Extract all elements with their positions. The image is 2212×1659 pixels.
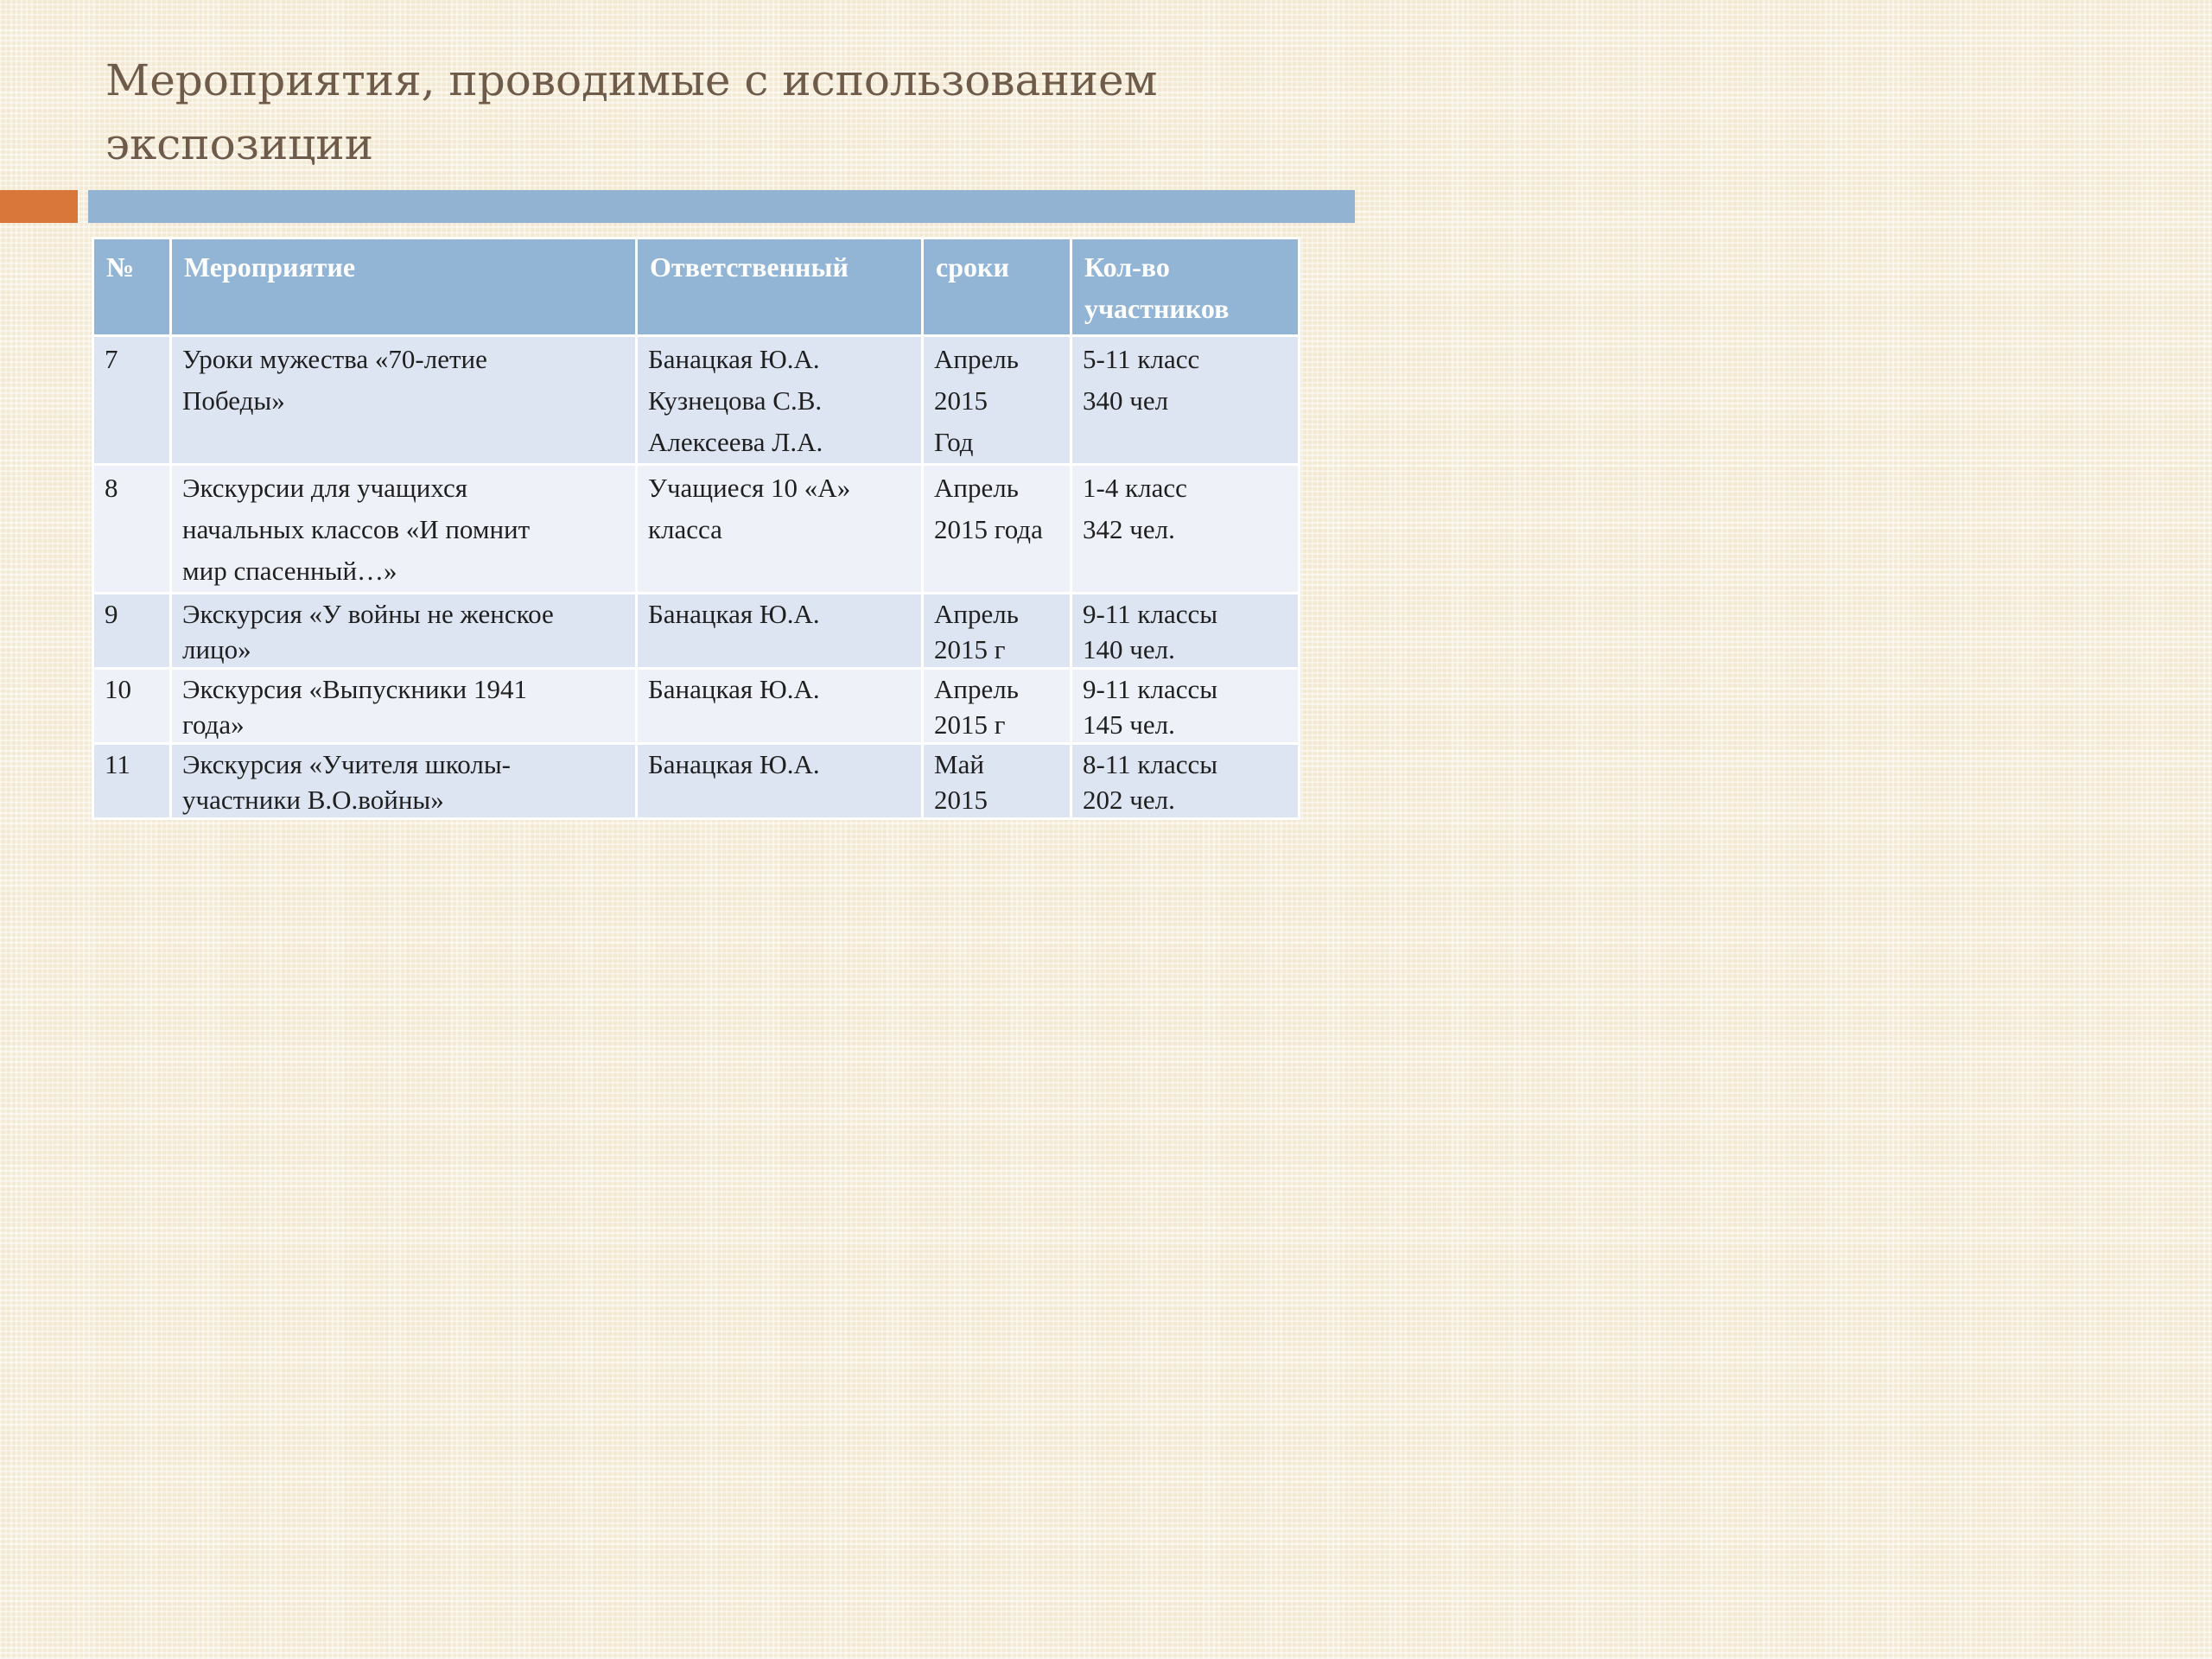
cell-dates [923,336,1071,465]
cell-responsible-line: Кузнецова С.В. [648,385,823,416]
cell-event-line: Победы» [182,385,285,416]
cell-event-line: Экскурсия «У войны не женское [182,599,554,629]
cell-participants [1071,744,1300,819]
cell-participants-line: 145 чел. [1083,709,1175,740]
cell-event [171,669,637,744]
cell-event-line: Уроки мужества «70-летие [182,344,487,374]
cell-dates-line: 2015 г [934,634,1006,664]
cell-responsible-line: Банацкая Ю.А. [648,599,820,629]
cell-num: 10 [93,669,171,744]
header-dates: сроки [923,238,1071,336]
cell-dates-line: Апрель [934,344,1019,374]
header-num: № [93,238,171,336]
cell-event-line: Экскурсия «Учителя школы- [182,749,511,779]
header-participants-line-1: Кол-во [1084,251,1170,283]
cell-dates-line: 2015 года [934,514,1043,544]
cell-dates-line: 2015 [934,385,988,416]
cell-event [171,744,637,819]
cell-participants-line: 342 чел. [1083,514,1175,544]
cell-dates-line: Год [934,427,974,457]
cell-num: 7 [93,336,171,465]
cell-event-line: года» [182,709,245,740]
table-row [93,594,1300,669]
cell-event-line: мир спасенный…» [182,556,397,586]
accent-bar-blue [88,190,1355,223]
cell-responsible [637,744,923,819]
cell-dates-line: Май [934,749,984,779]
header-participants-line-2: участников [1084,293,1230,324]
cell-participants [1071,669,1300,744]
cell-participants-line: 1-4 класс [1083,473,1187,503]
cell-responsible-line: Банацкая Ю.А. [648,344,820,374]
cell-responsible [637,465,923,594]
cell-participants [1071,594,1300,669]
table-header-row [93,238,1300,336]
cell-event-line: лицо» [182,634,251,664]
cell-event [171,336,637,465]
events-table [92,237,1300,820]
cell-dates [923,669,1071,744]
cell-responsible [637,594,923,669]
slide-title-line-1: Мероприятия, проводимые с использованием [105,55,1158,105]
cell-responsible-line: Учащиеся 10 «А» [648,473,851,503]
cell-event-line: Экскурсия «Выпускники 1941 [182,674,527,704]
cell-participants-line: 9-11 классы [1083,674,1218,704]
table-row [93,336,1300,465]
header-event: Мероприятие [171,238,637,336]
cell-dates-line: Апрель [934,674,1019,704]
cell-dates [923,465,1071,594]
cell-dates [923,744,1071,819]
cell-participants-line: 9-11 классы [1083,599,1218,629]
cell-responsible-line: класса [648,514,722,544]
cell-dates-line: 2015 г [934,709,1006,740]
cell-participants-line: 140 чел. [1083,634,1175,664]
cell-event-line: Экскурсии для учащихся [182,473,468,503]
slide-title-line-2: экспозиции [105,119,374,169]
cell-participants-line: 8-11 классы [1083,749,1218,779]
cell-event-line: участники В.О.войны» [182,785,444,815]
cell-num: 11 [93,744,171,819]
cell-participants [1071,336,1300,465]
cell-event [171,465,637,594]
cell-num: 9 [93,594,171,669]
cell-dates-line: 2015 [934,785,988,815]
cell-participants-line: 202 чел. [1083,785,1175,815]
table-row [93,465,1300,594]
cell-event [171,594,637,669]
header-participants [1071,238,1300,336]
slide-title [105,48,1315,176]
cell-responsible-line: Банацкая Ю.А. [648,674,820,704]
cell-responsible-line: Алексеева Л.А. [648,427,823,457]
cell-participants [1071,465,1300,594]
cell-participants-line: 340 чел [1083,385,1169,416]
cell-responsible [637,669,923,744]
header-responsible: Ответственный [637,238,923,336]
table-row [93,744,1300,819]
cell-dates-line: Апрель [934,599,1019,629]
cell-dates [923,594,1071,669]
cell-responsible-line: Банацкая Ю.А. [648,749,820,779]
accent-bar-orange [0,190,78,223]
table-row [93,669,1300,744]
cell-dates-line: Апрель [934,473,1019,503]
cell-responsible [637,336,923,465]
cell-event-line: начальных классов «И помнит [182,514,531,544]
cell-num: 8 [93,465,171,594]
events-table-container [92,237,1298,820]
cell-participants-line: 5-11 класс [1083,344,1200,374]
